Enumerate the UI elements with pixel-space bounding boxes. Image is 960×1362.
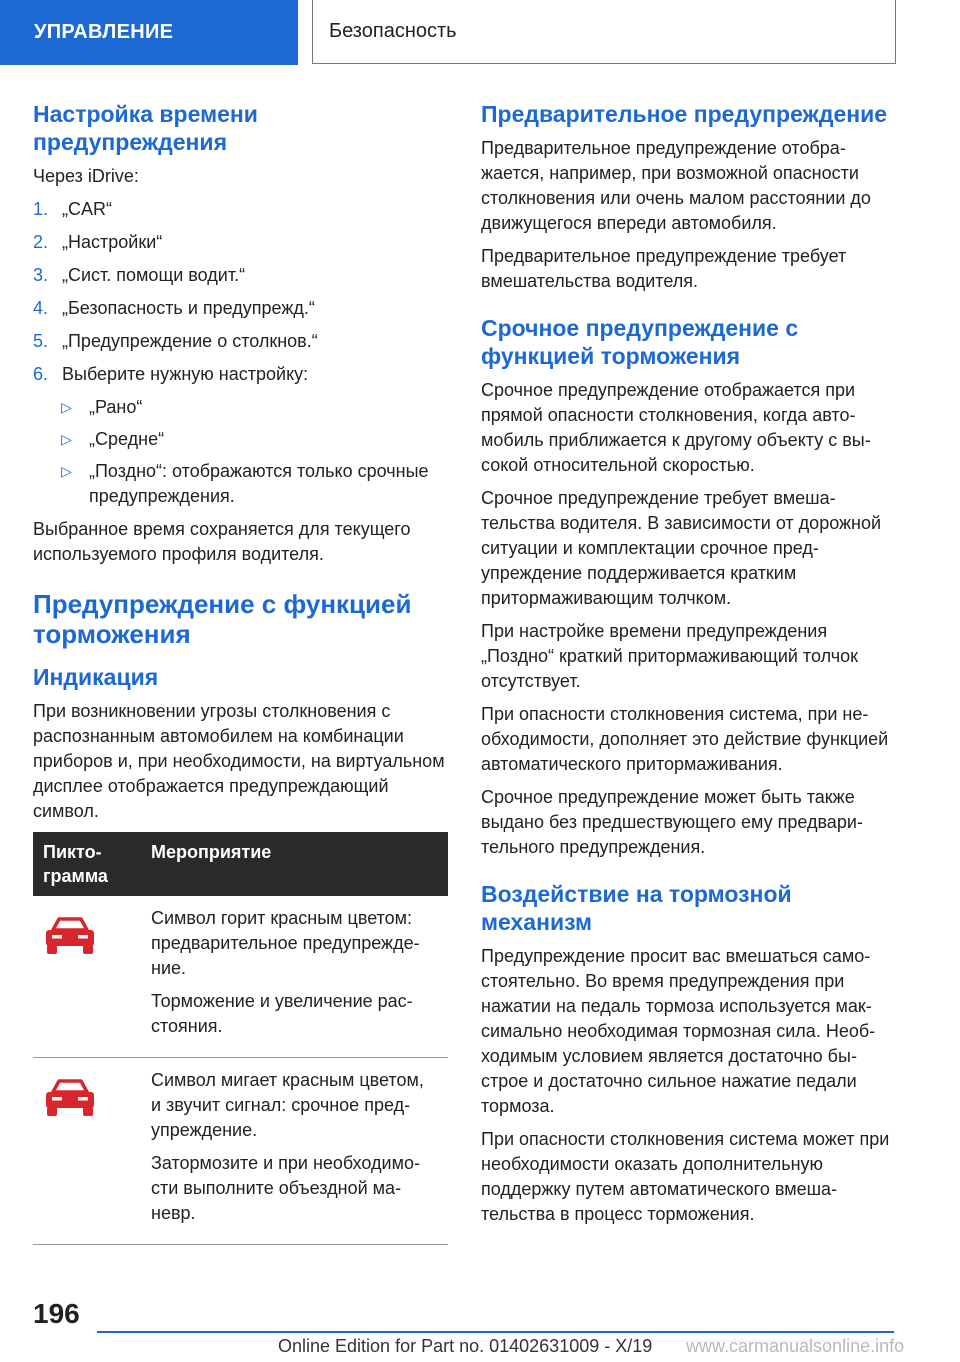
col-action: Мероприятие xyxy=(141,832,448,896)
urgent-text: Срочное предупреждение требует вмешательства водителя. В зависимости от дорожной ситуации и комплектации срочное предупреждение поддерживается кратким притормаживающим толчком. xyxy=(481,488,882,608)
idrive-steps xyxy=(33,197,448,387)
heading-brake-intervention: Воздействие на тормозной механизм xyxy=(481,881,792,935)
section-title: УПРАВЛЕНИЕ xyxy=(34,21,174,43)
step-number: 4. xyxy=(33,298,49,318)
step-number: 6. xyxy=(33,364,49,384)
urgent-text: Срочное предупреждение может быть также выдано без предшествующего ему предварительного предупреждения. xyxy=(481,787,863,857)
triangle-bullet-icon: ▷ xyxy=(61,399,72,415)
step-number: 3. xyxy=(33,265,49,285)
action-text: Затормозите и при необходимости выполните объездной маневр. xyxy=(151,1153,420,1223)
edition-text: Online Edition for Part no. 01402631009 - X/19 xyxy=(278,1336,653,1356)
step-text: „Сист. помощи водит.“ xyxy=(62,265,246,285)
timing-options xyxy=(33,395,448,509)
urgent-text: При опасности столкновения система, при необходимости, дополняет это действие функцией автоматического притормаживания. xyxy=(481,704,889,774)
table-header xyxy=(33,832,448,896)
option-item xyxy=(33,459,448,509)
step-item xyxy=(33,197,448,222)
urgent-text: Срочное предупреждение отображается при прямой опасности столкновения, когда автомобиль приближается к другому объекту с высокой относительной скоростью. xyxy=(481,380,871,475)
pictogram-cell xyxy=(33,896,141,1058)
page-number: 196 xyxy=(33,1298,80,1329)
step-item xyxy=(33,296,448,321)
step-text: „Безопасность и предупрежд.“ xyxy=(62,298,315,318)
heading-urgent-warning: Срочное предупреждение с функцией торможения xyxy=(481,315,799,369)
pictogram-cell xyxy=(33,1058,141,1245)
step-number: 2. xyxy=(33,232,49,252)
option-text: „Поздно“: отображаются только срочные предупреждения. xyxy=(89,461,429,506)
action-text: Символ мигает красным цветом, и звучит сигнал: срочное предупреждение. xyxy=(151,1070,424,1140)
step-item xyxy=(33,329,448,354)
chapter-title: Безопасность xyxy=(329,20,457,42)
heading-pre-warning: Предварительное предупреждение xyxy=(481,101,888,127)
step-item xyxy=(33,263,448,288)
option-text: „Средне“ xyxy=(89,429,165,449)
brake-text: Предупреждение просит вас вмешаться самостоятельно. Во время предупреждения при нажатии на педаль тормоза используется максимально необходимая тормозная сила. Необходимым условием является достаточно быстрое и достаточно сильное нажатие педали тормоза. xyxy=(481,946,876,1116)
step-item xyxy=(33,230,448,255)
step-number: 5. xyxy=(33,331,49,351)
pre-warning-text: Предварительное предупреждение отображается, например, при возможной опасности столкновения или очень малом расстоянии до движущегося впереди автомобиля. xyxy=(481,138,871,233)
chapter-header xyxy=(312,0,896,64)
urgent-text: При настройке времени предупреждения „Поздно“ краткий притормаживающий толчок отсутствует. xyxy=(481,621,858,691)
step-number: 1. xyxy=(33,199,49,219)
car-warning-icon xyxy=(43,1078,97,1118)
heading-warning-time: Настройка времени предупреждения xyxy=(33,101,258,155)
step-item xyxy=(33,362,448,387)
table-row xyxy=(33,1058,448,1245)
indication-table xyxy=(33,832,448,1245)
option-item xyxy=(33,427,448,452)
option-text: „Рано“ xyxy=(89,397,143,417)
indication-text: При возникновении угрозы столкновения с распознанным автомобилем на комбинации приборов и, при необходимости, на виртуальном дисплее отображается предупреждающий символ. xyxy=(33,701,445,821)
option-item xyxy=(33,395,448,420)
idrive-intro: Через iDrive: xyxy=(33,166,139,186)
pre-warning-text: Предварительное предупреждение требует вмешательства водителя. xyxy=(481,246,847,291)
table-row xyxy=(33,896,448,1058)
section-tab xyxy=(0,0,298,65)
action-text: Символ горит красным цветом: предварительное предупреждение. xyxy=(151,908,420,978)
right-column xyxy=(481,100,896,1235)
action-text: Торможение и увеличение расстояния. xyxy=(151,991,413,1036)
action-cell xyxy=(141,896,448,1058)
left-column xyxy=(33,100,448,1245)
heading-braking-warning: Предупреждение с функцией торможения xyxy=(33,589,412,649)
saved-note: Выбранное время сохраняется для текущего используемого профиля водителя. xyxy=(33,519,411,564)
footer-divider xyxy=(97,1331,894,1333)
car-warning-icon xyxy=(43,916,97,956)
step-text: Выберите нужную настройку: xyxy=(62,364,309,384)
col-pictogram: Пиктограмма xyxy=(33,832,141,896)
triangle-bullet-icon: ▷ xyxy=(61,431,72,447)
action-cell xyxy=(141,1058,448,1245)
step-text: „CAR“ xyxy=(62,199,112,219)
brake-text: При опасности столкновения система может при необходимости оказать дополнительную поддержку путем автоматического вмешательства в процесс торможения. xyxy=(481,1129,890,1224)
triangle-bullet-icon: ▷ xyxy=(61,463,72,479)
step-text: „Предупреждение о столкнов.“ xyxy=(62,331,318,351)
watermark: www.carmanualsonline.info xyxy=(686,1336,905,1356)
heading-indication: Индикация xyxy=(33,664,159,690)
step-text: „Настройки“ xyxy=(62,232,163,252)
